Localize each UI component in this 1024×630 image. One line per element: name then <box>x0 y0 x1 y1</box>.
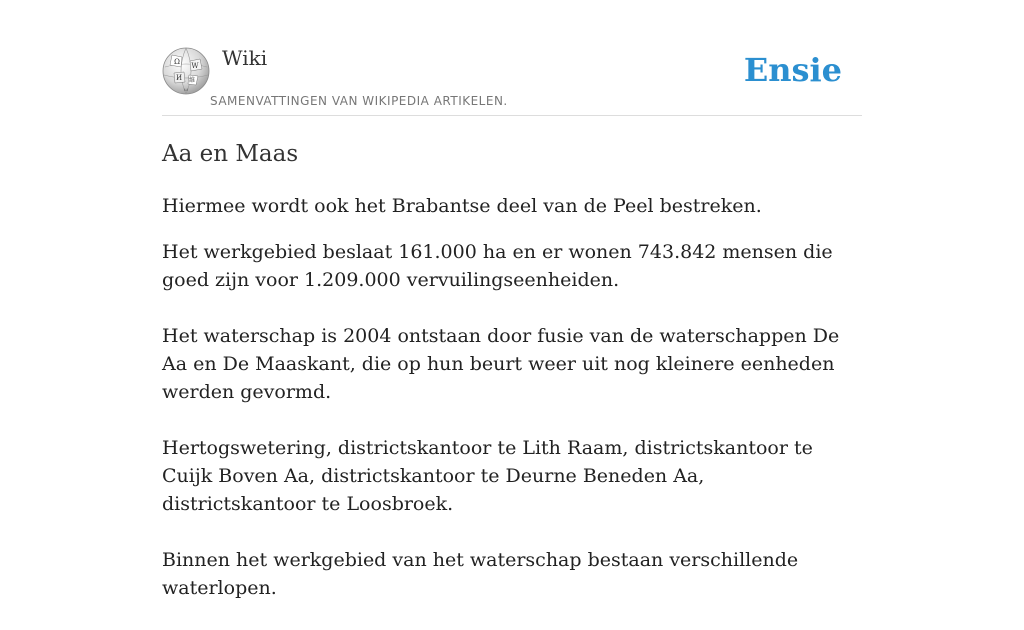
article-paragraph: Binnen het werkgebied van het waterschap bestaan verschillende waterlopen. <box>162 549 799 599</box>
page <box>162 0 862 599</box>
logo-glyph: И <box>175 74 183 82</box>
logo-glyph: Ω <box>174 58 180 66</box>
logo-glyph: 維 <box>188 77 196 84</box>
ensie-brand-link[interactable]: Ensie <box>743 51 842 89</box>
article-lead: Hiermee wordt ook het Brabantse deel van de Peel bestreken. <box>162 195 762 217</box>
wikipedia-globe-icon[interactable] <box>162 47 210 95</box>
site-header <box>162 0 862 116</box>
logo-glyph: W <box>191 62 199 70</box>
site-title[interactable]: Wiki <box>222 46 268 70</box>
article-paragraph: Het werkgebied beslaat 161.000 ha en er wonen 743.842 mensen die goed zijn voor 1.209.000 vervuilingseenheiden. <box>162 241 833 291</box>
article-paragraph: Het waterschap is 2004 ontstaan door fusie van de waterschappen De Aa en De Maaskant, die op hun beurt weer uit nog kleinere eenheden werden gevormd. <box>162 325 840 403</box>
article <box>162 138 862 630</box>
article-title: Aa en Maas <box>162 141 299 167</box>
article-paragraph: Hertogswetering, districtskantoor te Lith Raam, districtskantoor te Cuijk Boven Aa, districtskantoor te Deurne Beneden Aa, districtskantoor te Loosbroek. <box>162 437 813 515</box>
site-tagline: SAMENVATTINGEN VAN WIKIPEDIA ARTIKELEN. <box>210 94 508 108</box>
logo-glyph: ω <box>183 87 189 93</box>
